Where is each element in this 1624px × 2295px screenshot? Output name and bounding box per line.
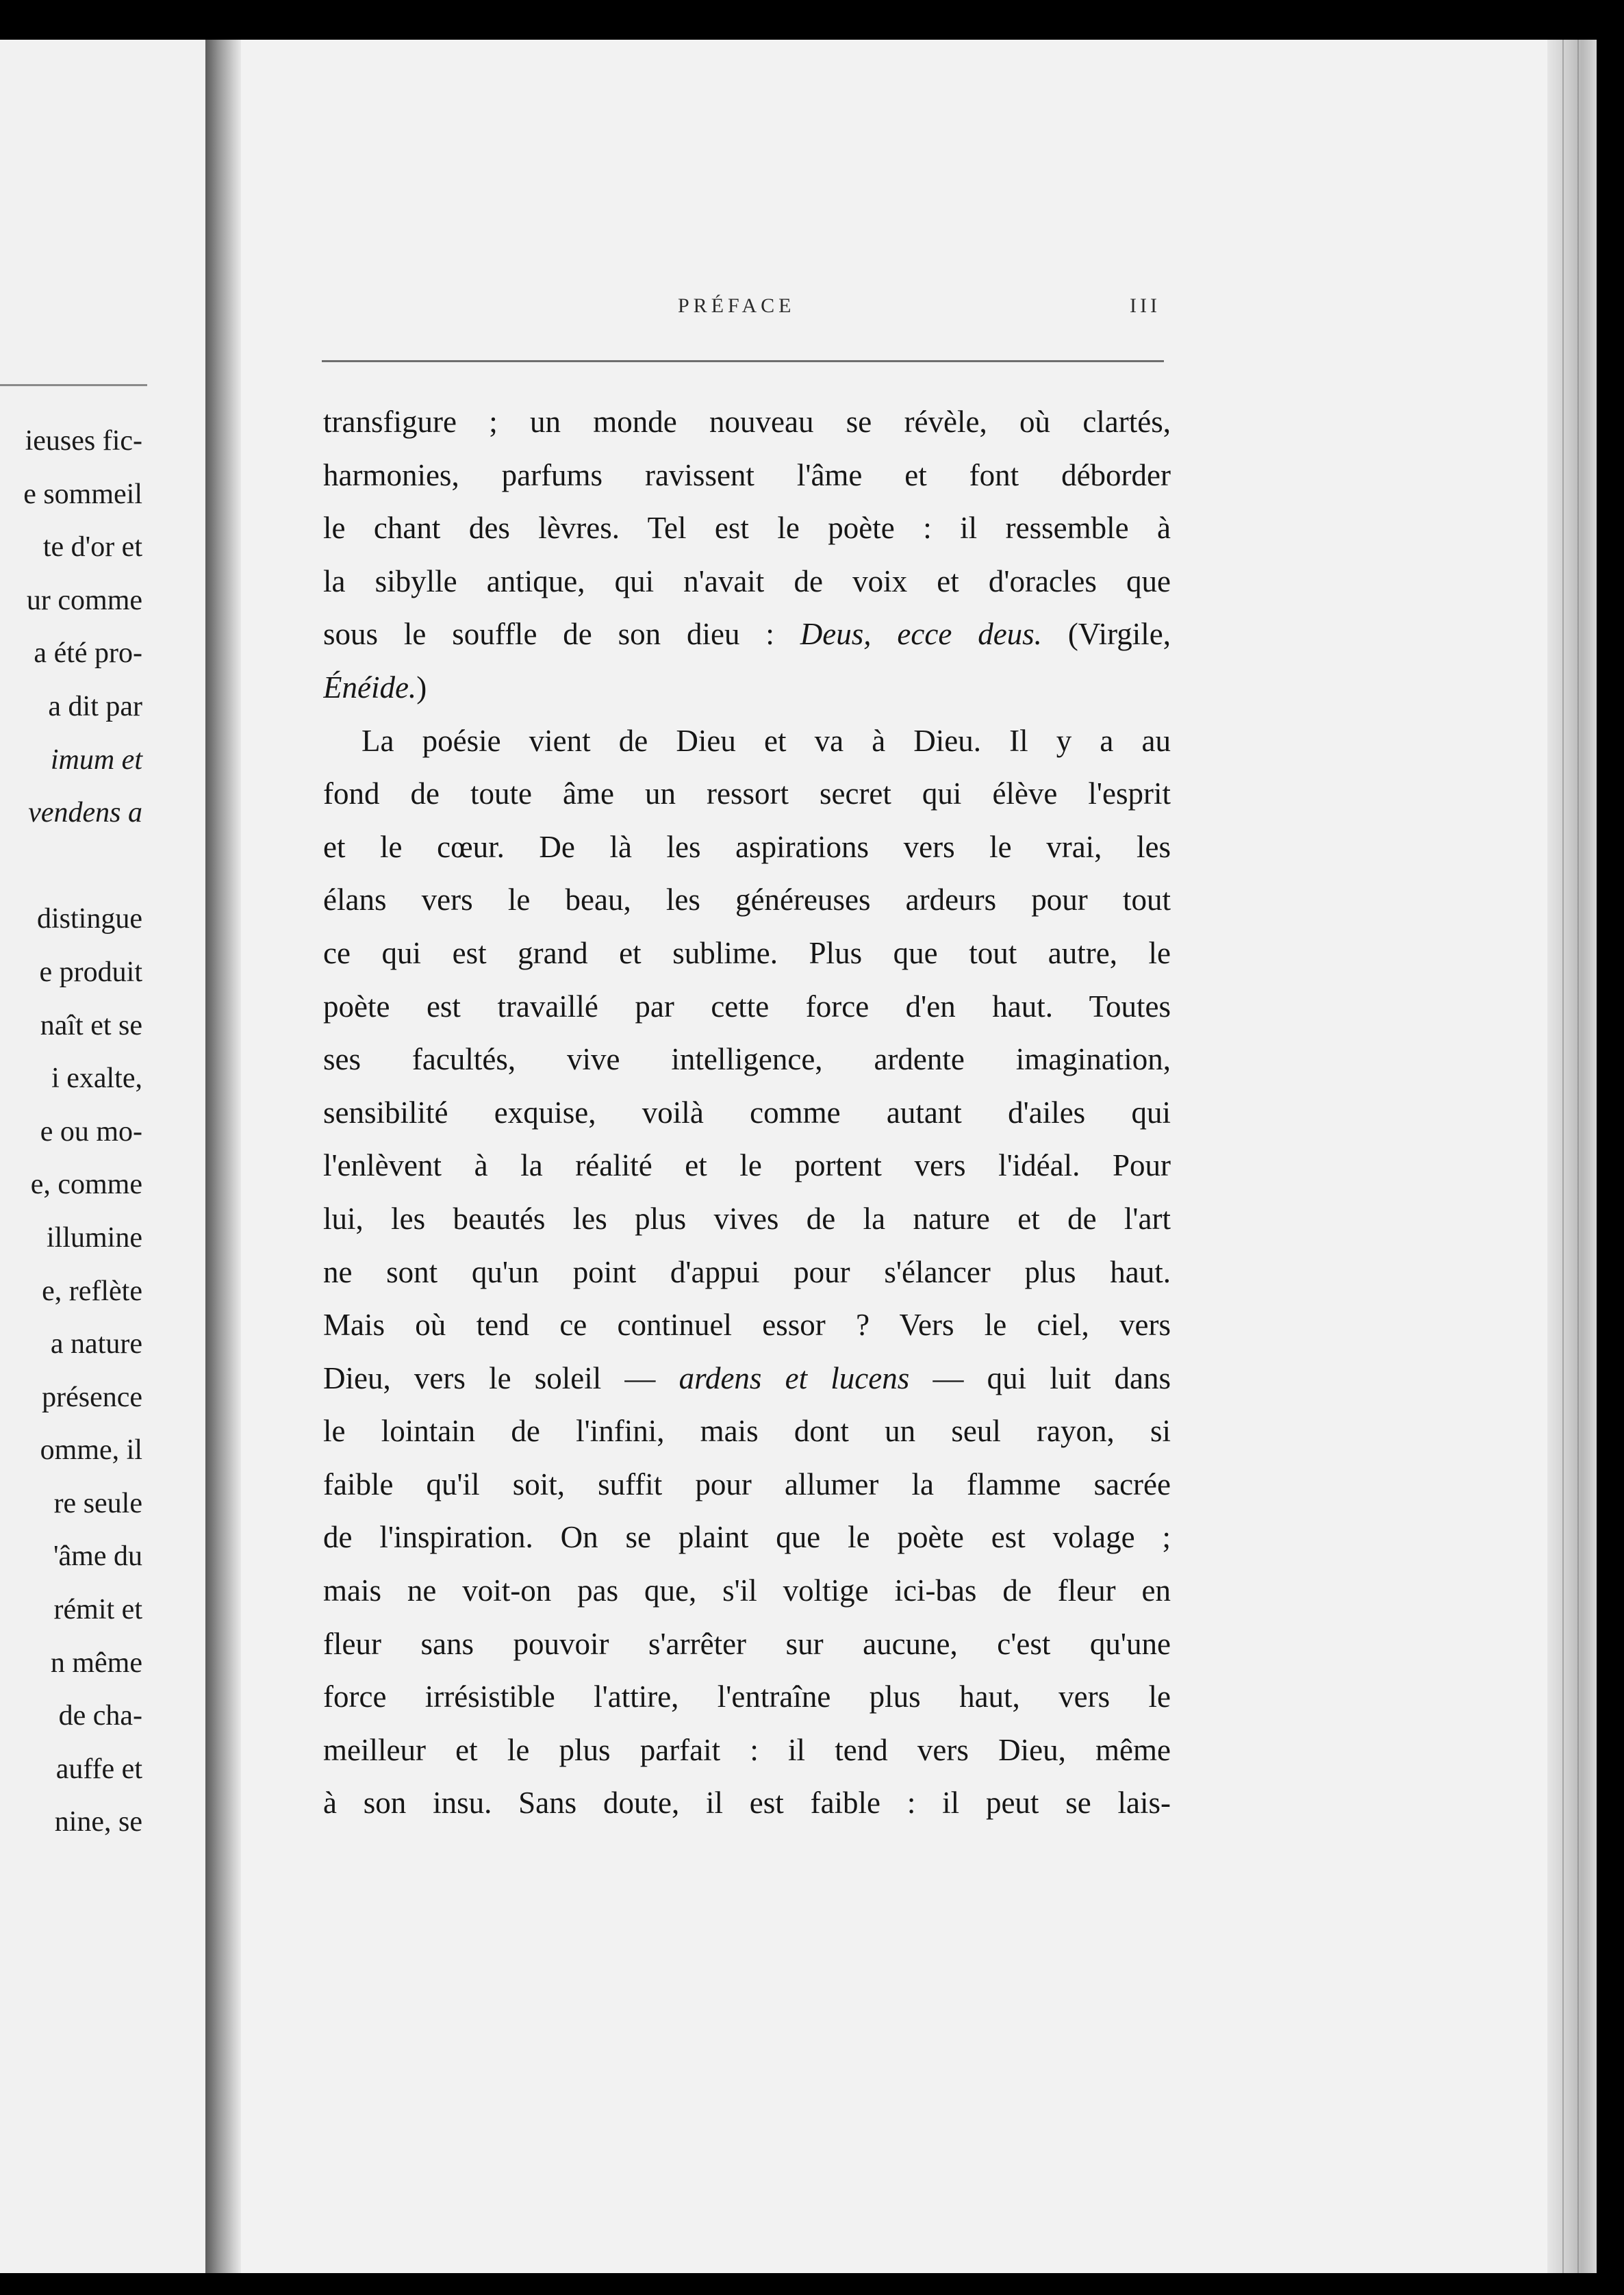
italic-quotation: Deus, ecce deus. — [800, 617, 1042, 652]
text-segment: ) — [416, 670, 427, 705]
text-line — [323, 821, 1171, 874]
previous-page-line: e, comme — [30, 1169, 142, 1201]
previous-page-text — [0, 415, 142, 1849]
text-segment: élans vers le beau, les généreuses ardeurs pour tout — [323, 883, 1171, 917]
previous-page-line: distingue — [37, 903, 142, 935]
text-segment: le chant des lèvres. Tel est le poète : il ressemble à — [323, 511, 1171, 546]
italic-quotation: ardens et lucens — [678, 1360, 910, 1395]
text-segment: ne sont qu'un point d'appui pour s'élancer plus haut. — [323, 1254, 1171, 1289]
text-segment: lui, les beautés les plus vives de la nature et de l'art — [323, 1201, 1171, 1236]
previous-page-line: a nature — [50, 1328, 142, 1360]
text-line — [323, 1511, 1171, 1564]
previous-page-rule — [0, 384, 147, 386]
text-segment: poète est travaillé par cette force d'en haut. Toutes — [323, 989, 1171, 1024]
text-segment: force irrésistible l'attire, l'entraîne plus haut, vers le — [323, 1679, 1171, 1714]
text-segment: sensibilité exquise, voilà comme autant d'ailes qui — [323, 1095, 1171, 1130]
text-line — [323, 1299, 1171, 1352]
text-line — [323, 661, 1171, 715]
previous-page-line: n même — [50, 1647, 142, 1679]
text-line — [323, 502, 1171, 555]
text-line — [323, 1087, 1171, 1140]
previous-page-line: e produit — [39, 956, 142, 988]
previous-page-line: a dit par — [48, 690, 142, 722]
previous-page-line: vendens a — [28, 797, 142, 829]
previous-page-line: e sommeil — [23, 478, 142, 510]
text-segment: le lointain de l'infini, mais dont un seul rayon, si — [323, 1414, 1171, 1449]
text-segment: fleur sans pouvoir s'arrêter sur aucune, c'est qu'une — [323, 1626, 1171, 1661]
text-segment: sous le souffle de son dieu : — [323, 617, 800, 652]
text-line — [323, 1724, 1171, 1777]
text-segment: meilleur et le plus parfait : il tend vers Dieu, même — [323, 1732, 1171, 1767]
previous-page-line: illumine — [47, 1221, 142, 1254]
text-line — [323, 874, 1171, 927]
previous-page-line: naît et se — [40, 1009, 142, 1041]
previous-page-line: e ou mo- — [40, 1115, 142, 1148]
text-line — [323, 927, 1171, 980]
text-segment: harmonies, parfums ravissent l'âme et font déborder — [323, 457, 1171, 492]
text-line — [323, 1777, 1171, 1830]
previous-page-line: rémit et — [53, 1594, 142, 1626]
previous-page — [0, 40, 205, 2273]
body-text — [323, 396, 1171, 1830]
text-line — [323, 608, 1171, 661]
text-line — [323, 1352, 1171, 1406]
book-gutter — [205, 40, 241, 2273]
previous-page-line: imum et — [50, 744, 142, 776]
text-line — [323, 555, 1171, 609]
text-segment: ce qui est grand et sublime. Plus que tout autre, le — [323, 935, 1171, 970]
previous-page-line: re seule — [53, 1487, 142, 1519]
text-line — [323, 396, 1171, 449]
text-segment: de l'inspiration. On se plaint que le poète est volage ; — [323, 1520, 1171, 1555]
text-line — [323, 768, 1171, 821]
text-line — [323, 1193, 1171, 1246]
text-segment: Mais où tend ce continuel essor ? Vers le ciel, vers — [323, 1308, 1171, 1343]
page-edges — [1547, 40, 1597, 2273]
text-line — [323, 1671, 1171, 1724]
italic-quotation: Énéide. — [323, 670, 417, 705]
text-segment: ses facultés, vive intelligence, ardente imagination, — [323, 1042, 1171, 1077]
text-line — [323, 1246, 1171, 1299]
previous-page-line: a été pro- — [34, 637, 142, 670]
text-line — [323, 1139, 1171, 1193]
running-head: PRÉFACE — [678, 294, 796, 317]
previous-page-line: présence — [42, 1381, 142, 1413]
page-number: III — [1130, 294, 1160, 317]
text-segment: à son insu. Sans doute, il est faible : il peut se lais- — [323, 1786, 1171, 1821]
previous-page-line: de cha- — [58, 1700, 142, 1732]
text-segment: faible qu'il soit, suffit pour allumer la flamme sacrée — [323, 1467, 1171, 1501]
text-segment: transfigure ; un monde nouveau se révèle, où clartés, — [323, 405, 1171, 439]
previous-page-line — [0, 840, 142, 893]
text-segment: Dieu, vers le soleil — — [323, 1360, 679, 1395]
text-segment: fond de toute âme un ressort secret qui élève l'esprit — [323, 776, 1171, 811]
previous-page-line: ieuses fic- — [25, 425, 142, 457]
text-segment: l'enlèvent à la réalité et le portent vers l'idéal. Pour — [323, 1148, 1171, 1183]
text-line — [323, 980, 1171, 1034]
text-line — [323, 1033, 1171, 1087]
text-segment: (Virgile, — [1041, 617, 1171, 652]
text-segment: mais ne voit-on pas que, s'il voltige ici-bas de fleur en — [323, 1573, 1171, 1608]
previous-page-line: i exalte, — [51, 1063, 142, 1095]
previous-page-line: auffe et — [55, 1753, 142, 1785]
text-line — [323, 715, 1171, 768]
text-line — [323, 449, 1171, 503]
text-line — [323, 1564, 1171, 1618]
previous-page-line: te d'or et — [42, 531, 142, 563]
previous-page-line: e, reflète — [42, 1275, 142, 1307]
text-segment: La poésie vient de Dieu et va à Dieu. Il y a au — [361, 723, 1171, 758]
previous-page-line: nine, se — [54, 1806, 142, 1838]
previous-page-line: omme, il — [40, 1434, 142, 1467]
text-line — [323, 1458, 1171, 1512]
header-rule — [322, 360, 1164, 362]
text-segment: — qui luit dans — [909, 1360, 1171, 1395]
previous-page-line: ur comme — [26, 584, 142, 616]
text-segment: la sibylle antique, qui n'avait de voix et d'oracles que — [323, 563, 1171, 598]
text-line — [323, 1405, 1171, 1458]
text-line — [323, 1618, 1171, 1671]
text-segment: et le cœur. De là les aspirations vers le vrai, les — [323, 829, 1171, 864]
previous-page-line: 'âme du — [53, 1540, 142, 1573]
